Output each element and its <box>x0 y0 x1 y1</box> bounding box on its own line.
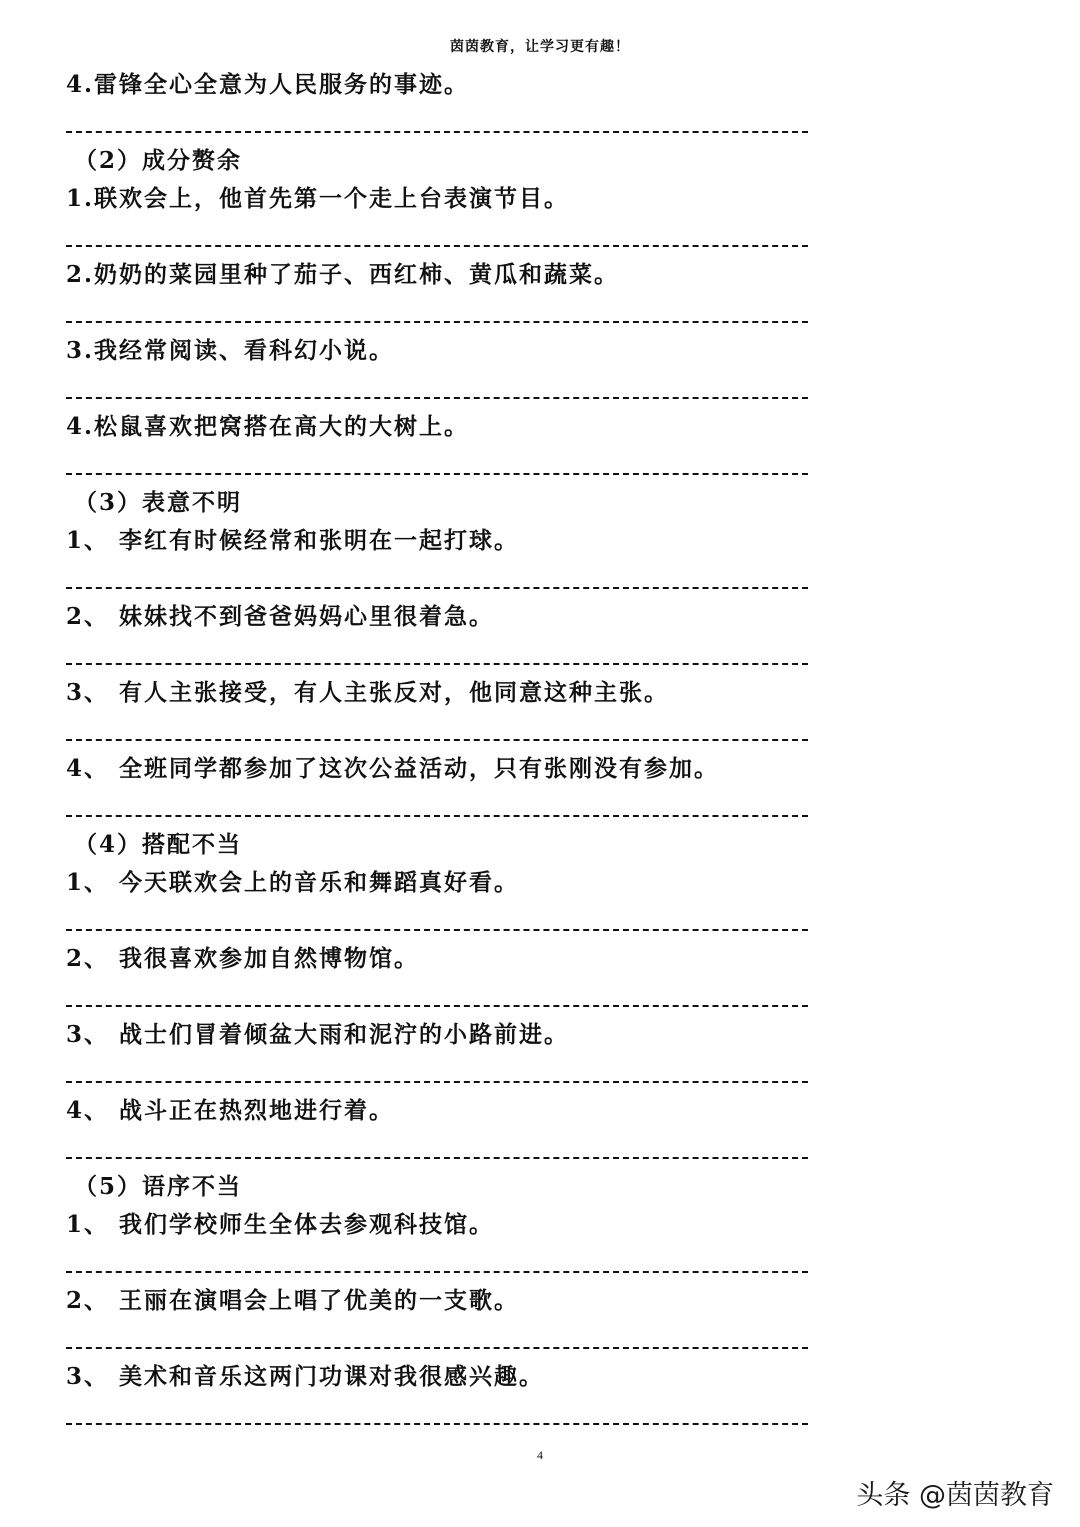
question-sentence: 1.联欢会上，他首先第一个走上台表演节目。 <box>66 185 570 212</box>
question-sentence: 3、 战士们冒着倾盆大雨和泥泞的小路前进。 <box>66 1021 570 1048</box>
answer-line[interactable] <box>66 636 826 674</box>
question-sentence: 4、 战斗正在热烈地进行着。 <box>66 1097 395 1124</box>
answer-line[interactable] <box>66 978 826 1016</box>
answer-line[interactable] <box>66 294 826 332</box>
page-number: 4 <box>537 1448 543 1462</box>
watermark: 头条 @茵茵教育 <box>856 1480 1054 1511</box>
answer-line[interactable] <box>66 1130 826 1168</box>
question-sentence: 1、 李红有时候经常和张明在一起打球。 <box>66 527 520 554</box>
worksheet-content <box>66 66 826 1434</box>
answer-line[interactable] <box>66 712 826 750</box>
question-sentence: 4、 全班同学都参加了这次公益活动，只有张刚没有参加。 <box>66 755 720 782</box>
answer-line[interactable] <box>66 902 826 940</box>
section-heading: （5）语序不当 <box>74 1173 243 1200</box>
section-heading: （2）成分赘余 <box>74 147 243 174</box>
section-heading: （3）表意不明 <box>74 489 243 516</box>
answer-line[interactable] <box>66 104 826 142</box>
question-sentence: 2.奶奶的菜园里种了茄子、西红柿、黄瓜和蔬菜。 <box>66 261 620 288</box>
answer-line[interactable] <box>66 370 826 408</box>
question-sentence: 2、 我很喜欢参加自然博物馆。 <box>66 945 420 972</box>
question-sentence: 4.松鼠喜欢把窝搭在高大的大树上。 <box>66 413 470 440</box>
answer-line[interactable] <box>66 446 826 484</box>
question-sentence: 1、 今天联欢会上的音乐和舞蹈真好看。 <box>66 869 520 896</box>
question-sentence: 2、 妹妹找不到爸爸妈妈心里很着急。 <box>66 603 495 630</box>
answer-line[interactable] <box>66 1320 826 1358</box>
section-heading: （4）搭配不当 <box>74 831 243 858</box>
answer-line[interactable] <box>66 1244 826 1282</box>
question-sentence: 1、 我们学校师生全体去参观科技馆。 <box>66 1211 495 1238</box>
question-sentence: 3、 美术和音乐这两门功课对我很感兴趣。 <box>66 1363 545 1390</box>
answer-line[interactable] <box>66 560 826 598</box>
answer-line[interactable] <box>66 1396 826 1434</box>
answer-line[interactable] <box>66 1054 826 1092</box>
question-sentence: 2、 王丽在演唱会上唱了优美的一支歌。 <box>66 1287 520 1314</box>
question-sentence: 3.我经常阅读、看科幻小说。 <box>66 337 395 364</box>
answer-line[interactable] <box>66 788 826 826</box>
question-sentence: 4.雷锋全心全意为人民服务的事迹。 <box>66 71 470 98</box>
answer-line[interactable] <box>66 218 826 256</box>
page-header: 茵茵教育，让学习更有趣！ <box>450 39 630 55</box>
question-sentence: 3、 有人主张接受，有人主张反对，他同意这种主张。 <box>66 679 670 706</box>
